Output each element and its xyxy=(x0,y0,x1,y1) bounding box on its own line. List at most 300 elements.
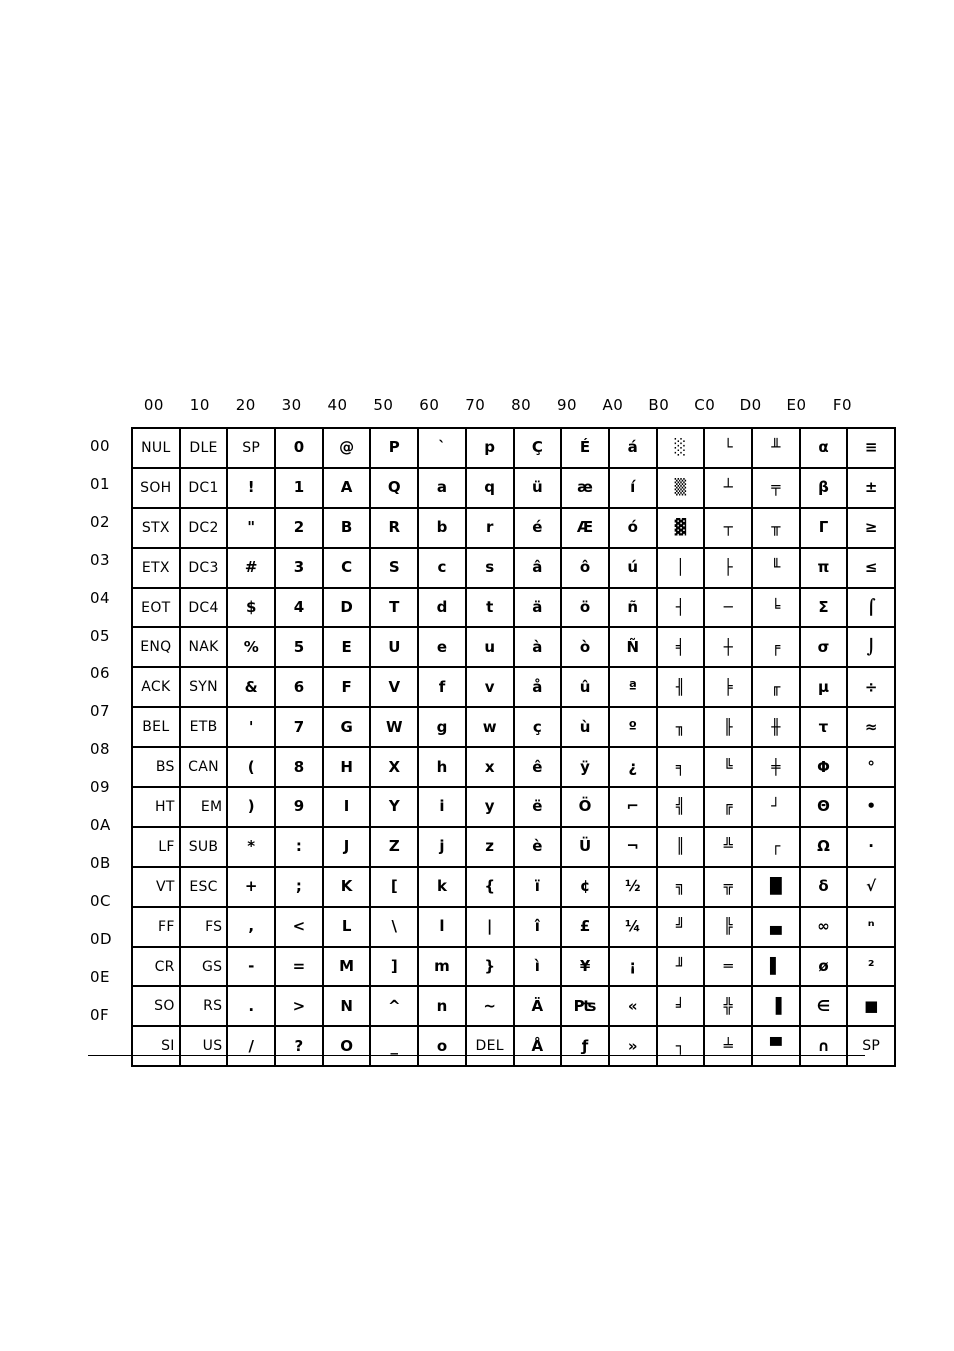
column-header: 70 xyxy=(465,396,486,414)
table-cell: ü xyxy=(514,468,562,508)
row-header: 08 xyxy=(90,740,111,759)
row-header: 04 xyxy=(90,588,111,607)
table-cell: = xyxy=(275,947,323,987)
table-cell: • xyxy=(847,787,895,827)
table-cell: ╛ xyxy=(657,986,705,1026)
table-cell: ¢ xyxy=(561,867,609,907)
table-cell: ┬ xyxy=(704,508,752,548)
table-cell: J xyxy=(323,827,371,867)
table-cell: ├ xyxy=(704,548,752,588)
table-cell: ó xyxy=(609,508,657,548)
table-cell: H xyxy=(323,747,371,787)
table-cell: Z xyxy=(370,827,418,867)
table-cell: 6 xyxy=(275,667,323,707)
table-cell: ½ xyxy=(609,867,657,907)
row-header: 01 xyxy=(90,474,111,493)
table-cell: [ xyxy=(370,867,418,907)
table-cell: ╡ xyxy=(657,627,705,667)
table-cell: T xyxy=(370,588,418,628)
table-cell: a xyxy=(418,468,466,508)
table-cell: ═ xyxy=(704,947,752,987)
table-cell: d xyxy=(418,588,466,628)
table-cell: ∩ xyxy=(800,1026,848,1066)
table-cell: û xyxy=(561,667,609,707)
table-cell: SP xyxy=(227,428,275,468)
table-cell: NUL xyxy=(132,428,180,468)
table-cell: ? xyxy=(275,1026,323,1066)
table-row xyxy=(132,508,895,548)
table-cell: ÿ xyxy=(561,747,609,787)
table-cell: ô xyxy=(561,548,609,588)
table-cell: á xyxy=(609,428,657,468)
table-cell: ┼ xyxy=(704,627,752,667)
table-cell: CR xyxy=(132,947,180,987)
table-cell: / xyxy=(227,1026,275,1066)
table-cell: { xyxy=(466,867,514,907)
table-row xyxy=(132,588,895,628)
column-header: 10 xyxy=(189,396,210,414)
table-cell: ¡ xyxy=(609,947,657,987)
table-cell: R xyxy=(370,508,418,548)
table-cell: z xyxy=(466,827,514,867)
table-cell: ; xyxy=(275,867,323,907)
table-cell: SI xyxy=(132,1026,180,1066)
table-cell: ⌐ xyxy=(609,787,657,827)
column-header: C0 xyxy=(694,396,716,414)
table-cell: ╩ xyxy=(704,827,752,867)
table-cell: « xyxy=(609,986,657,1026)
table-row xyxy=(132,947,895,987)
table-cell: M xyxy=(323,947,371,987)
table-cell: £ xyxy=(561,907,609,947)
table-cell: » xyxy=(609,1026,657,1066)
table-cell: , xyxy=(227,907,275,947)
table-cell: ñ xyxy=(609,588,657,628)
table-cell: ₧ xyxy=(561,986,609,1026)
table-cell: ` xyxy=(418,428,466,468)
row-header: 0C xyxy=(90,891,112,910)
table-cell: FS xyxy=(180,907,228,947)
column-header: 30 xyxy=(281,396,302,414)
table-cell: & xyxy=(227,667,275,707)
table-cell: Å xyxy=(514,1026,562,1066)
table-cell: US xyxy=(180,1026,228,1066)
table-cell: GS xyxy=(180,947,228,987)
table-cell: ^ xyxy=(370,986,418,1026)
table-cell: X xyxy=(370,747,418,787)
table-cell: c xyxy=(418,548,466,588)
table-row xyxy=(132,468,895,508)
table-cell: ( xyxy=(227,747,275,787)
table-cell: DEL xyxy=(466,1026,514,1066)
table-cell: ACK xyxy=(132,667,180,707)
table-cell: < xyxy=(275,907,323,947)
table-cell: ╔ xyxy=(704,787,752,827)
table-cell: ▄ xyxy=(752,907,800,947)
table-cell: ù xyxy=(561,707,609,747)
table-cell: RS xyxy=(180,986,228,1026)
table-cell: ╝ xyxy=(657,907,705,947)
table-cell: > xyxy=(275,986,323,1026)
table-cell: Ç xyxy=(514,428,562,468)
table-cell: A xyxy=(323,468,371,508)
table-cell: ∞ xyxy=(800,907,848,947)
table-cell: HT xyxy=(132,787,180,827)
row-header: 09 xyxy=(90,778,111,797)
table-cell: β xyxy=(800,468,848,508)
table-cell: DC2 xyxy=(180,508,228,548)
table-row xyxy=(132,986,895,1026)
table-cell: Φ xyxy=(800,747,848,787)
column-header: 40 xyxy=(327,396,348,414)
table-cell: ╕ xyxy=(657,747,705,787)
table-cell: h xyxy=(418,747,466,787)
table-cell: ╟ xyxy=(704,707,752,747)
table-cell: ╥ xyxy=(752,508,800,548)
row-header: 02 xyxy=(90,512,111,531)
table-cell: █ xyxy=(752,867,800,907)
table-cell: ƒ xyxy=(561,1026,609,1066)
table-cell: L xyxy=(323,907,371,947)
table-cell: ─ xyxy=(704,588,752,628)
table-cell: 1 xyxy=(275,468,323,508)
table-cell: é xyxy=(514,508,562,548)
column-header: 50 xyxy=(373,396,394,414)
table-cell: STX xyxy=(132,508,180,548)
table-cell: b xyxy=(418,508,466,548)
table-cell: ETB xyxy=(180,707,228,747)
table-cell: Γ xyxy=(800,508,848,548)
character-grid xyxy=(131,427,896,1067)
table-cell: % xyxy=(227,627,275,667)
table-cell: @ xyxy=(323,428,371,468)
column-header: F0 xyxy=(832,396,853,414)
table-cell: 0 xyxy=(275,428,323,468)
table-cell: ç xyxy=(514,707,562,747)
table-cell: j xyxy=(418,827,466,867)
table-cell: DC1 xyxy=(180,468,228,508)
table-cell: Ü xyxy=(561,827,609,867)
table-cell: N xyxy=(323,986,371,1026)
table-cell: Ω xyxy=(800,827,848,867)
table-cell: ¿ xyxy=(609,747,657,787)
table-cell: ≤ xyxy=(847,548,895,588)
table-cell: t xyxy=(466,588,514,628)
row-header: 06 xyxy=(90,664,111,683)
bottom-divider xyxy=(88,1055,865,1056)
table-cell: ≡ xyxy=(847,428,895,468)
table-cell: ▀ xyxy=(752,1026,800,1066)
table-cell: U xyxy=(370,627,418,667)
table-cell: ⁿ xyxy=(847,907,895,947)
row-header: 0B xyxy=(90,853,111,872)
row-header: 0F xyxy=(90,1005,110,1024)
table-cell: π xyxy=(800,548,848,588)
table-cell: - xyxy=(227,947,275,987)
table-cell: ╙ xyxy=(752,548,800,588)
table-row xyxy=(132,787,895,827)
table-cell: 3 xyxy=(275,548,323,588)
table-cell: ) xyxy=(227,787,275,827)
table-cell: ï xyxy=(514,867,562,907)
table-cell: 2 xyxy=(275,508,323,548)
row-header: 0E xyxy=(90,967,111,986)
column-header: 20 xyxy=(235,396,256,414)
table-cell: EM xyxy=(180,787,228,827)
table-cell: ╒ xyxy=(752,627,800,667)
table-cell: ¥ xyxy=(561,947,609,987)
table-cell: í xyxy=(609,468,657,508)
table-cell: Q xyxy=(370,468,418,508)
table-cell: o xyxy=(418,1026,466,1066)
row-header: 0A xyxy=(90,816,111,834)
table-cell: ò xyxy=(561,627,609,667)
table-cell: ⌠ xyxy=(847,588,895,628)
row-header: 03 xyxy=(90,550,111,569)
table-cell: ╦ xyxy=(704,867,752,907)
table-cell: ê xyxy=(514,747,562,787)
row-header: 05 xyxy=(90,626,111,645)
table-cell: S xyxy=(370,548,418,588)
table-cell: FF xyxy=(132,907,180,947)
table-cell: ì xyxy=(514,947,562,987)
table-cell: | xyxy=(466,907,514,947)
table-cell: Θ xyxy=(800,787,848,827)
table-row xyxy=(132,627,895,667)
table-cell: NAK xyxy=(180,627,228,667)
table-row xyxy=(132,747,895,787)
table-cell: ú xyxy=(609,548,657,588)
table-cell: : xyxy=(275,827,323,867)
table-cell: └ xyxy=(704,428,752,468)
table-cell: w xyxy=(466,707,514,747)
table-cell: â xyxy=(514,548,562,588)
column-header: E0 xyxy=(786,396,807,414)
table-cell: SP xyxy=(847,1026,895,1066)
table-cell: m xyxy=(418,947,466,987)
table-cell: \ xyxy=(370,907,418,947)
table-cell: v xyxy=(466,667,514,707)
table-cell: n xyxy=(418,986,466,1026)
table-cell: DLE xyxy=(180,428,228,468)
table-cell: Ñ xyxy=(609,627,657,667)
column-header: 90 xyxy=(556,396,578,414)
table-cell: B xyxy=(323,508,371,548)
column-header: A0 xyxy=(602,396,624,414)
table-cell: É xyxy=(561,428,609,468)
table-cell: W xyxy=(370,707,418,747)
table-cell: │ xyxy=(657,548,705,588)
table-cell: ┐ xyxy=(657,1026,705,1066)
table-cell: δ xyxy=(800,867,848,907)
table-cell: ░ xyxy=(657,428,705,468)
table-cell: Σ xyxy=(800,588,848,628)
table-cell: ┘ xyxy=(752,787,800,827)
table-cell: ┤ xyxy=(657,588,705,628)
table-cell: x xyxy=(466,747,514,787)
table-cell: ESC xyxy=(180,867,228,907)
table-cell: _ xyxy=(370,1026,418,1066)
table-cell: √ xyxy=(847,867,895,907)
table-cell: ╓ xyxy=(752,667,800,707)
table-cell: G xyxy=(323,707,371,747)
column-header: 60 xyxy=(419,396,440,414)
table-cell: ╢ xyxy=(657,667,705,707)
table-cell: ' xyxy=(227,707,275,747)
table-cell: σ xyxy=(800,627,848,667)
table-cell: i xyxy=(418,787,466,827)
table-cell: ╧ xyxy=(704,1026,752,1066)
row-header: 07 xyxy=(90,702,111,721)
table-cell: ⌡ xyxy=(847,627,895,667)
table-cell: ┴ xyxy=(704,468,752,508)
table-cell: * xyxy=(227,827,275,867)
table-cell: ! xyxy=(227,468,275,508)
column-header: 80 xyxy=(511,396,532,414)
table-cell: f xyxy=(418,667,466,707)
table-cell: " xyxy=(227,508,275,548)
table-cell: E xyxy=(323,627,371,667)
table-cell: C xyxy=(323,548,371,588)
column-headers xyxy=(131,396,866,422)
column-header: D0 xyxy=(739,396,762,414)
table-cell: ¬ xyxy=(609,827,657,867)
table-cell: y xyxy=(466,787,514,827)
table-cell: CAN xyxy=(180,747,228,787)
table-cell: ø xyxy=(800,947,848,987)
table-cell: ë xyxy=(514,787,562,827)
table-row xyxy=(132,428,895,468)
row-header: 00 xyxy=(90,437,111,455)
table-cell: 7 xyxy=(275,707,323,747)
table-cell: q xyxy=(466,468,514,508)
table-cell: u xyxy=(466,627,514,667)
table-cell: DC3 xyxy=(180,548,228,588)
table-cell: ┌ xyxy=(752,827,800,867)
table-cell: 5 xyxy=(275,627,323,667)
table-cell: BS xyxy=(132,747,180,787)
table-cell: ╘ xyxy=(752,588,800,628)
column-header: B0 xyxy=(648,396,670,414)
table-cell: ö xyxy=(561,588,609,628)
table-cell: LF xyxy=(132,827,180,867)
table-cell: 9 xyxy=(275,787,323,827)
table-cell: D xyxy=(323,588,371,628)
table-cell: α xyxy=(800,428,848,468)
column-header: 00 xyxy=(143,396,164,414)
table-cell: ä xyxy=(514,588,562,628)
table-cell: ▓ xyxy=(657,508,705,548)
table-cell: K xyxy=(323,867,371,907)
table-cell: F xyxy=(323,667,371,707)
table-cell: à xyxy=(514,627,562,667)
table-cell: ≥ xyxy=(847,508,895,548)
table-cell: s xyxy=(466,548,514,588)
table-cell: SO xyxy=(132,986,180,1026)
table-cell: ╫ xyxy=(752,707,800,747)
table-cell: ▌ xyxy=(752,947,800,987)
table-cell: Ä xyxy=(514,986,562,1026)
table-cell: $ xyxy=(227,588,275,628)
table-cell: k xyxy=(418,867,466,907)
table-row xyxy=(132,667,895,707)
table-cell: ETX xyxy=(132,548,180,588)
row-header: 0D xyxy=(90,929,113,948)
table-cell: è xyxy=(514,827,562,867)
table-cell: + xyxy=(227,867,275,907)
table-cell: EOT xyxy=(132,588,180,628)
table-cell: ╚ xyxy=(704,747,752,787)
table-cell: ╞ xyxy=(704,667,752,707)
table-cell: ╜ xyxy=(657,947,705,987)
table-cell: r xyxy=(466,508,514,548)
table-cell: 4 xyxy=(275,588,323,628)
table-cell: Ö xyxy=(561,787,609,827)
table-row xyxy=(132,907,895,947)
table-cell: BEL xyxy=(132,707,180,747)
table-cell: ± xyxy=(847,468,895,508)
table-cell: ╗ xyxy=(657,867,705,907)
table-cell: ENQ xyxy=(132,627,180,667)
table-cell: ] xyxy=(370,947,418,987)
table-cell: ╠ xyxy=(704,907,752,947)
table-cell: ² xyxy=(847,947,895,987)
table-cell: P xyxy=(370,428,418,468)
table-cell: ¼ xyxy=(609,907,657,947)
table-cell: 8 xyxy=(275,747,323,787)
table-cell: τ xyxy=(800,707,848,747)
table-row xyxy=(132,548,895,588)
table-cell: ≈ xyxy=(847,707,895,747)
table-cell: Æ xyxy=(561,508,609,548)
table-cell: SUB xyxy=(180,827,228,867)
table-cell: å xyxy=(514,667,562,707)
table-cell: } xyxy=(466,947,514,987)
table-cell: ╨ xyxy=(752,428,800,468)
table-cell: V xyxy=(370,667,418,707)
table-cell: I xyxy=(323,787,371,827)
table-cell: Y xyxy=(370,787,418,827)
table-cell: · xyxy=(847,827,895,867)
table-row xyxy=(132,1026,895,1066)
table-cell: ~ xyxy=(466,986,514,1026)
table-cell: ° xyxy=(847,747,895,787)
table-cell: ª xyxy=(609,667,657,707)
table-cell: æ xyxy=(561,468,609,508)
table-cell: ║ xyxy=(657,827,705,867)
table-cell: SYN xyxy=(180,667,228,707)
table-cell: ∈ xyxy=(800,986,848,1026)
table-cell: p xyxy=(466,428,514,468)
table-cell: º xyxy=(609,707,657,747)
table-cell: ▒ xyxy=(657,468,705,508)
table-cell: ╪ xyxy=(752,747,800,787)
table-cell: ╬ xyxy=(704,986,752,1026)
table-cell: # xyxy=(227,548,275,588)
table-cell: µ xyxy=(800,667,848,707)
table-cell: î xyxy=(514,907,562,947)
table-cell: ■ xyxy=(847,986,895,1026)
table-cell: ÷ xyxy=(847,667,895,707)
table-cell: ╣ xyxy=(657,787,705,827)
table-row xyxy=(132,707,895,747)
table-cell: l xyxy=(418,907,466,947)
table-cell: SOH xyxy=(132,468,180,508)
table-cell: ╤ xyxy=(752,468,800,508)
table-cell: DC4 xyxy=(180,588,228,628)
table-cell: . xyxy=(227,986,275,1026)
table-cell: g xyxy=(418,707,466,747)
